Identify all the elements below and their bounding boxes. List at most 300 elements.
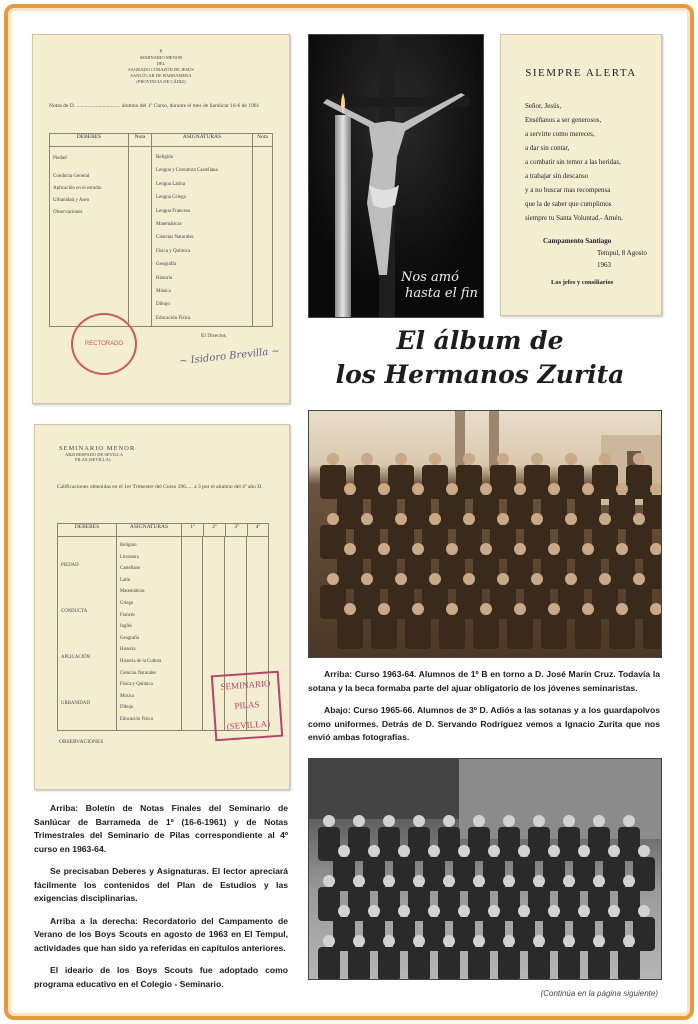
- report1-header-4: (PROVINCIA DE CÁDIZ): [136, 79, 186, 84]
- person-head: [633, 513, 645, 525]
- person-body: [333, 857, 355, 891]
- person-head: [413, 935, 425, 947]
- prayer-line-1: Enséñanos a ser generosos,: [525, 116, 602, 124]
- person-body: [453, 917, 475, 951]
- person-body: [528, 887, 550, 921]
- person-body: [626, 465, 652, 499]
- person-body: [609, 495, 635, 529]
- group-photo-1963: [308, 410, 662, 658]
- person-body: [498, 827, 520, 861]
- report1-asig-11: Dibujo: [156, 302, 170, 308]
- person-head: [531, 513, 543, 525]
- person-head: [344, 483, 356, 495]
- person-head: [623, 875, 635, 887]
- person-body: [408, 947, 430, 979]
- report2-asig-2: Castellano: [120, 566, 141, 572]
- person-body: [318, 827, 340, 861]
- person-head: [327, 513, 339, 525]
- person-head: [599, 453, 611, 465]
- person-body: [456, 465, 482, 499]
- person-body: [422, 465, 448, 499]
- person-head: [608, 905, 620, 917]
- person-body: [468, 947, 490, 979]
- person-body: [588, 947, 610, 979]
- caption-right: [308, 668, 660, 754]
- person-body: [558, 525, 584, 559]
- person-head: [616, 603, 628, 615]
- person-head: [563, 875, 575, 887]
- person-head: [616, 483, 628, 495]
- person-head: [398, 845, 410, 857]
- report2-stamp-1: PILAS: [234, 699, 260, 711]
- person-head: [497, 453, 509, 465]
- person-head: [488, 845, 500, 857]
- person-head: [565, 513, 577, 525]
- report2-asig-1: Literatura: [120, 554, 139, 560]
- person-body: [541, 495, 567, 529]
- report2-stamp: [211, 671, 283, 742]
- person-head: [548, 543, 560, 555]
- person-body: [438, 947, 460, 979]
- person-head: [353, 815, 365, 827]
- person-head: [593, 815, 605, 827]
- person-head: [599, 573, 611, 585]
- report2-col-deberes: DEBERES: [58, 524, 117, 536]
- person-head: [533, 935, 545, 947]
- report2-col-asignaturas: ASIGNATURAS: [117, 524, 182, 536]
- report2-asig-5: Griego: [120, 600, 134, 606]
- continuation-note: (Continúa en la página siguiente): [540, 989, 658, 998]
- person-body: [573, 857, 595, 891]
- person-body: [618, 827, 640, 861]
- person-head: [497, 513, 509, 525]
- person-body: [393, 917, 415, 951]
- report1-header-2: SAGRADO CORAZÓN DE JESÚS: [128, 67, 194, 72]
- person-body: [473, 615, 499, 649]
- person-head: [395, 453, 407, 465]
- report1-asig-2: Lengua Latina: [156, 181, 186, 187]
- person-head: [428, 905, 440, 917]
- report1-asig-5: Matemáticas: [156, 222, 182, 228]
- person-body: [320, 525, 346, 559]
- crucifix-image: [309, 35, 483, 317]
- prayer-camp-name: Campamento Santiago: [543, 237, 612, 245]
- person-head: [518, 845, 530, 857]
- person-body: [483, 917, 505, 951]
- person-head: [623, 935, 635, 947]
- person-head: [458, 845, 470, 857]
- person-body: [333, 917, 355, 951]
- person-body: [558, 827, 580, 861]
- report1-asig-3: Lengua Griega: [156, 195, 186, 201]
- prayer-lines: [525, 99, 661, 225]
- person-body: [318, 947, 340, 979]
- group-photo-1963-image: [309, 411, 661, 657]
- person-head: [497, 573, 509, 585]
- caption-left-0: Arriba: Boletín de Notas Finales del Seminario de Sanlúcar de Barrameda de 1º (16-6-1961) y de Notas Trimestrales del Seminario de Pilas correspondiente al 4º curso en 1963-64.: [34, 803, 288, 854]
- person-head: [616, 543, 628, 555]
- person-body: [456, 525, 482, 559]
- person-head: [338, 905, 350, 917]
- person-body: [363, 857, 385, 891]
- person-body: [371, 495, 397, 529]
- person-head: [503, 815, 515, 827]
- person-head: [638, 845, 650, 857]
- report1-header-1: DEL: [156, 61, 166, 66]
- report2-header-1: ARZOBISPADO DE SEVILLA: [65, 452, 124, 457]
- report1-header-3: SANLÚCAR DE BARRAMEDA: [130, 73, 192, 78]
- person-head: [443, 935, 455, 947]
- person-head: [412, 543, 424, 555]
- report1-asig-12: Educación Física: [156, 315, 191, 321]
- person-head: [353, 935, 365, 947]
- person-body: [575, 615, 601, 649]
- report2-col-t1: 1º: [182, 524, 204, 536]
- album-title-line-0: El álbum de: [396, 326, 564, 355]
- person-body: [439, 495, 465, 529]
- caption-left-1: Se precisaban Deberes y Asignaturas. El lector apreciará fácilmente los contenidos del Plan de Estudios y las exigencias disciplinarias.: [34, 866, 288, 903]
- report2-deber-3: URBANIDAD: [61, 701, 90, 706]
- person-body: [320, 585, 346, 619]
- person-head: [463, 573, 475, 585]
- album-title-line-1: los Hermanos Zurita: [335, 360, 625, 389]
- person-body: [363, 917, 385, 951]
- person-head: [463, 453, 475, 465]
- report1-course-line: Notas de D. ................................ alumno del 1º Curso, durante el mes de Sanlúcar 16-6 de 1961: [49, 103, 260, 109]
- person-body: [592, 465, 618, 499]
- report2-asig-8: Geografía: [120, 635, 140, 641]
- report2-col-t2: 2º: [204, 524, 226, 536]
- report2-asig-6: Francés: [120, 612, 135, 618]
- report1-asig-10: Música: [156, 289, 171, 295]
- person-head: [473, 875, 485, 887]
- person-head: [383, 875, 395, 887]
- person-body: [438, 887, 460, 921]
- report2-asig-0: Religión: [120, 543, 137, 548]
- person-body: [643, 495, 661, 529]
- prayer-jefes: Los jefes y consiliarios: [551, 279, 614, 286]
- prayer-card: [500, 34, 662, 316]
- person-body: [405, 495, 431, 529]
- person-body: [626, 525, 652, 559]
- person-body: [354, 465, 380, 499]
- prayer-line-8: siempre tu Santa Voluntad.- Amén.: [525, 214, 623, 222]
- person-body: [468, 887, 490, 921]
- person-body: [422, 525, 448, 559]
- person-body: [633, 857, 655, 891]
- person-head: [361, 513, 373, 525]
- person-body: [588, 887, 610, 921]
- person-body: [388, 465, 414, 499]
- person-body: [524, 525, 550, 559]
- caption-right-0: Arriba: Curso 1963-64. Alumnos de 1º B en torno a D. José Marín Cruz. Todavía la sotana y la beca formaba parte del ajuar obligatorio de los jóvenes seminaristas.: [308, 669, 660, 693]
- person-head: [458, 905, 470, 917]
- person-body: [405, 615, 431, 649]
- person-body: [609, 615, 635, 649]
- person-head: [429, 453, 441, 465]
- person-head: [563, 935, 575, 947]
- prayer-title: SIEMPRE ALERTA: [525, 67, 637, 79]
- person-body: [592, 525, 618, 559]
- person-body: [388, 525, 414, 559]
- report2-asig-11: Ciencias Naturales: [120, 670, 157, 676]
- report1-header-0: SEMINARIO MENOR: [139, 55, 183, 60]
- report2-header-2: PILAS (SEVILLA): [75, 457, 111, 462]
- person-body: [626, 585, 652, 619]
- person-body: [371, 615, 397, 649]
- person-head: [323, 875, 335, 887]
- person-head: [578, 845, 590, 857]
- person-body: [453, 857, 475, 891]
- report2-asig-13: Música: [120, 693, 135, 699]
- person-head: [378, 543, 390, 555]
- report2-asig-15: Educación Física: [120, 716, 153, 722]
- person-body: [348, 947, 370, 979]
- person-head: [582, 603, 594, 615]
- person-head: [429, 513, 441, 525]
- crucifix-inscription-1: hasta el fin: [405, 286, 478, 301]
- person-body: [423, 917, 445, 951]
- report1-director: El Director,: [201, 333, 227, 339]
- person-body: [388, 585, 414, 619]
- person-body: [507, 495, 533, 529]
- report2-asig-7: Inglés: [120, 624, 132, 630]
- report2-deber-0: PIEDAD: [61, 563, 79, 568]
- caption-left-2: Arriba a la derecha: Recordatorio del Campamento de Verano de los Boys Scouts en agosto de 1963 en El Tempul, actividades que han sido ya referidas en capítulos anteriores.: [34, 915, 288, 953]
- report2-asig-10: Historia de la Cultura: [120, 658, 162, 664]
- report2-stamp-0: SEMINARIO: [220, 678, 271, 692]
- group-photo-1965-image: [309, 759, 661, 979]
- person-body: [371, 555, 397, 589]
- report2-col-t3: 3º: [226, 524, 248, 536]
- report1-deber-3: Urbanidad y Aseo: [53, 198, 90, 203]
- report1-asig-9: Historia: [156, 275, 173, 281]
- person-head: [531, 453, 543, 465]
- person-head: [565, 573, 577, 585]
- person-head: [383, 935, 395, 947]
- report1-col-asignaturas: ASIGNATURAS: [152, 134, 253, 146]
- report1-deber-0: Piedad: [53, 156, 67, 161]
- person-body: [473, 495, 499, 529]
- person-head: [327, 453, 339, 465]
- person-body: [592, 585, 618, 619]
- prayer-line-5: a trabajar sin descanso: [525, 172, 589, 180]
- report1-asig-7: Física y Química: [156, 248, 191, 254]
- person-head: [623, 815, 635, 827]
- person-body: [348, 887, 370, 921]
- report2-asig-9: Historia: [120, 647, 136, 653]
- report1-table: [49, 133, 273, 327]
- person-body: [633, 917, 655, 951]
- person-body: [575, 555, 601, 589]
- report1-asig-1: Lengua y Literatura Castellana: [156, 168, 218, 174]
- person-body: [423, 857, 445, 891]
- person-body: [354, 525, 380, 559]
- person-head: [428, 845, 440, 857]
- person-head: [361, 453, 373, 465]
- caption-left: [34, 802, 288, 1000]
- person-body: [558, 585, 584, 619]
- person-head: [578, 905, 590, 917]
- person-body: [507, 555, 533, 589]
- person-head: [446, 603, 458, 615]
- report1-stamp: RECTORADO: [71, 313, 137, 375]
- person-body: [603, 917, 625, 951]
- person-head: [514, 603, 526, 615]
- person-body: [318, 887, 340, 921]
- person-body: [513, 857, 535, 891]
- person-head: [413, 815, 425, 827]
- person-body: [439, 615, 465, 649]
- person-head: [473, 935, 485, 947]
- person-head: [533, 875, 545, 887]
- person-head: [563, 815, 575, 827]
- report2-asig-4: Matemáticas: [120, 589, 145, 595]
- person-head: [383, 815, 395, 827]
- person-body: [483, 857, 505, 891]
- person-body: [320, 465, 346, 499]
- prayer-line-2: a servirte como mereces,: [525, 130, 595, 138]
- person-head: [593, 875, 605, 887]
- report1-deber-2: Aplicación en el estudio: [53, 186, 102, 191]
- crucifix-inscription-0: Nos amó: [401, 270, 459, 285]
- person-head: [503, 875, 515, 887]
- group-photo-1965: [308, 758, 662, 980]
- crucifix-photo: [308, 34, 484, 318]
- report1-deber-1: Conducta General: [53, 174, 90, 179]
- person-body: [408, 887, 430, 921]
- person-body: [498, 947, 520, 979]
- person-head: [548, 483, 560, 495]
- person-body: [439, 555, 465, 589]
- person-body: [490, 525, 516, 559]
- person-body: [378, 827, 400, 861]
- person-body: [393, 857, 415, 891]
- person-body: [643, 555, 661, 589]
- person-head: [323, 935, 335, 947]
- person-body: [558, 947, 580, 979]
- person-head: [413, 875, 425, 887]
- person-body: [498, 887, 520, 921]
- person-body: [643, 615, 661, 649]
- prayer-line-3: a dar sin contar,: [525, 144, 570, 152]
- person-head: [378, 603, 390, 615]
- person-head: [599, 513, 611, 525]
- report2-asig-14: Dibujo: [120, 705, 134, 711]
- report-card-sanlucar: ✝ SEMINARIO MENOR DEL SAGRADO CORAZÓN DE JESÚS SANLÚCAR DE BARRAMEDA (PROVINCIA DE CÁDIZ) Notas de D. ................................ alumno del 1º Curso, durante el mes de Sanlúcar 16-6 de 1961 DEBERES Nota ASIGNATURAS Nota Piedad Conducta General Aplicación en el estudio Urbanidad y Aseo Observaciones Religión Lengua y Literatura Castellana Lengua Latina Lengua Griega Lengua Francesa Matemáticas Ciencias Naturales Física y Química Geografía Historia Música Dibujo Educación Física RECTORADO El Director, ~ Isidoro Brevilla ~: [32, 34, 290, 404]
- person-head: [368, 845, 380, 857]
- report-card-pilas: [34, 424, 290, 790]
- person-body: [618, 887, 640, 921]
- person-body: [618, 947, 640, 979]
- prayer-line-6: y a no buscar mas recompensa: [525, 186, 611, 194]
- person-body: [543, 917, 565, 951]
- person-head: [344, 543, 356, 555]
- person-body: [524, 585, 550, 619]
- report1-asig-8: Geografía: [156, 262, 176, 268]
- person-body: [337, 555, 363, 589]
- person-body: [541, 555, 567, 589]
- person-head: [633, 573, 645, 585]
- person-body: [337, 495, 363, 529]
- report2-header-0: SEMINARIO MENOR: [59, 445, 136, 452]
- person-head: [323, 815, 335, 827]
- person-body: [575, 495, 601, 529]
- person-head: [582, 543, 594, 555]
- person-head: [488, 905, 500, 917]
- report2-asig-12: Física y Química: [120, 682, 153, 688]
- report1-col-nota: Nota: [129, 134, 152, 146]
- prayer-place-date: Tempul, 8 Agosto 1963: [597, 249, 647, 269]
- person-head: [582, 483, 594, 495]
- person-body: [528, 827, 550, 861]
- person-body: [558, 465, 584, 499]
- person-body: [408, 827, 430, 861]
- person-body: [513, 917, 535, 951]
- person-head: [503, 935, 515, 947]
- album-title: [330, 324, 630, 392]
- person-body: [490, 465, 516, 499]
- report2-course-line: Calificaciones obtenidas en el 1er Trimestre del Curso 196..... a 3 por el alumno del 4º año D.: [57, 484, 263, 490]
- person-body: [456, 585, 482, 619]
- prayer-line-0: Señor, Jesús,: [525, 102, 562, 110]
- person-body: [378, 947, 400, 979]
- report2-deber-1: CONDUCTA: [61, 609, 88, 614]
- report2-col-t4: 4º: [255, 524, 261, 530]
- person-head: [514, 483, 526, 495]
- person-body: [348, 827, 370, 861]
- person-body: [603, 857, 625, 891]
- person-head: [565, 453, 577, 465]
- person-body: [609, 555, 635, 589]
- person-head: [608, 845, 620, 857]
- person-head: [395, 513, 407, 525]
- person-head: [443, 875, 455, 887]
- person-head: [353, 875, 365, 887]
- person-head: [429, 573, 441, 585]
- caption-right-1: Abajo: Curso 1965-66. Alumnos de 3º D. Adiós a las sotanas y a los guardapolvos como uniformes. Detrás de D. Servando Rodríguez vemos a Ignacio Zurita que nos envió ambas fotografías.: [308, 705, 660, 742]
- person-body: [573, 917, 595, 951]
- person-head: [398, 905, 410, 917]
- person-head: [412, 603, 424, 615]
- person-body: [543, 857, 565, 891]
- person-head: [480, 543, 492, 555]
- person-body: [337, 615, 363, 649]
- person-head: [378, 483, 390, 495]
- report1-col-deberes: DEBERES: [50, 134, 129, 146]
- person-head: [446, 543, 458, 555]
- person-head: [518, 905, 530, 917]
- person-head: [593, 935, 605, 947]
- person-head: [368, 905, 380, 917]
- director-signature: ~ Isidoro Brevilla ~: [178, 345, 281, 368]
- report1-asig-4: Lengua Francesa: [156, 208, 191, 214]
- person-body: [378, 887, 400, 921]
- person-head: [633, 453, 645, 465]
- person-body: [490, 585, 516, 619]
- person-head: [473, 815, 485, 827]
- person-head: [344, 603, 356, 615]
- caption-left-3: El ideario de los Boys Scouts fue adoptado como programa educativo en el Colegio - Seminario.: [34, 965, 288, 989]
- person-head: [446, 483, 458, 495]
- person-head: [548, 905, 560, 917]
- person-head: [395, 573, 407, 585]
- prayer-camp: [543, 235, 661, 271]
- person-body: [438, 827, 460, 861]
- report1-col-nota-2: Nota: [257, 134, 268, 140]
- report1-asig-6: Ciencias Naturales: [156, 235, 194, 241]
- person-head: [361, 573, 373, 585]
